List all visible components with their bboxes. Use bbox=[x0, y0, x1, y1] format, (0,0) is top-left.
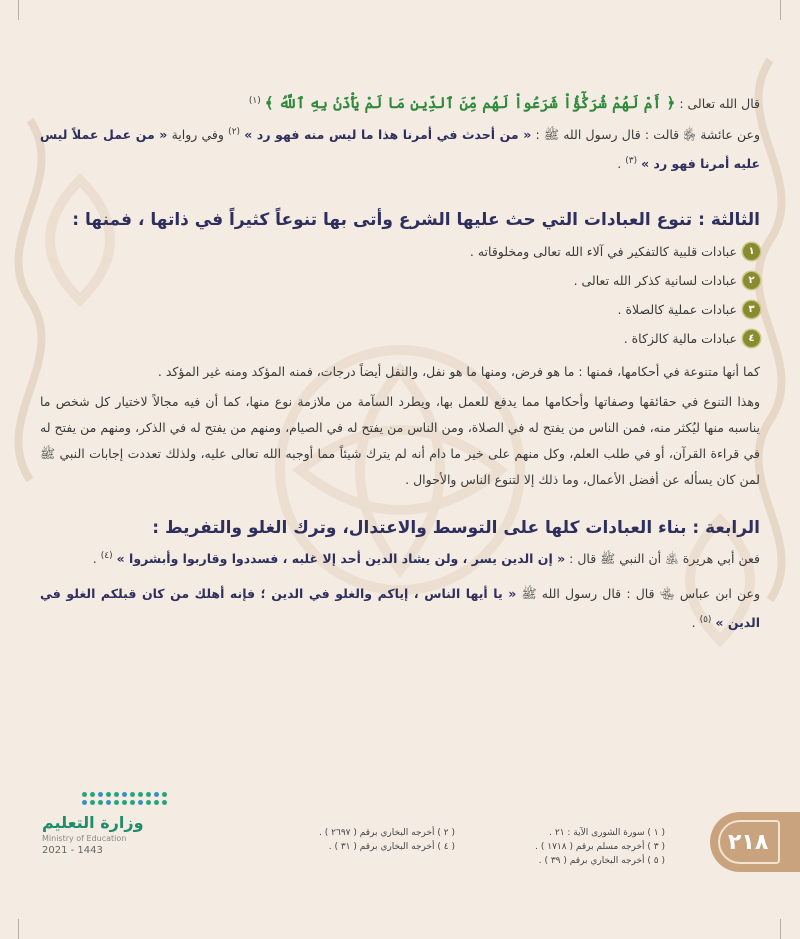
heading-third: الثالثة : تنوع العبادات التي حث عليها الشرع وأتى بها تنوعاً كثيراً في ذاتها ، فمنها : bbox=[72, 210, 760, 231]
page-number-tab bbox=[710, 812, 800, 872]
crop-mark-top-left bbox=[18, 0, 19, 20]
footnote-ref-3: (٣) bbox=[625, 156, 638, 167]
hadith-5: « يا أيها الناس ، إياكم والغلو في الدين ؛ فإنه أهلك من كان قبلكم الغلو في الدين » bbox=[40, 585, 760, 630]
footnote-ref-1: (١) bbox=[248, 96, 261, 106]
list-item-text: عبادات عملية كالصلاة . bbox=[617, 302, 737, 318]
quran-intro: قال الله تعالى : bbox=[675, 96, 760, 112]
abu-hurairah-intro: فعن أبي هريرة ﵁ أن النبي ﷺ قال : bbox=[565, 551, 760, 567]
number-badge: ٣ bbox=[743, 301, 760, 318]
ministry-logo bbox=[42, 792, 192, 856]
number-badge: ٢ bbox=[743, 272, 760, 289]
hadith-4: « إن الدين يسر ، ولن يشاد الدين أحد إلا غلبه ، فسددوا وقاربوا وأبشروا » bbox=[116, 551, 566, 567]
crop-mark-top-right bbox=[780, 0, 781, 20]
footnote-5: ( ٥ ) أخرجه البخاري برقم ( ٣٩ ) . bbox=[538, 856, 665, 866]
period: . bbox=[617, 156, 622, 172]
hadith-2: « من عمل عملاً ليس عليه أمرنا فهو رد » bbox=[40, 127, 760, 172]
period: . bbox=[691, 614, 696, 630]
logo-dots-icon bbox=[82, 792, 172, 805]
ibn-abbas-paragraph bbox=[40, 581, 760, 636]
list-item bbox=[40, 237, 760, 266]
ministry-year: 2021 - 1443 bbox=[42, 845, 103, 856]
footnote-4: ( ٤ ) أخرجه البخاري برقم ( ٣١ ) . bbox=[328, 842, 455, 852]
list-item bbox=[40, 295, 760, 324]
ministry-arabic: وزارة التعليم bbox=[42, 813, 144, 832]
aisha-intro: وعن عائشة ﵂ قالت : قال رسول الله ﷺ : bbox=[531, 127, 761, 143]
footnotes-right bbox=[475, 826, 665, 868]
quran-verse: ﴿ أَمْ لَهُمْ شُرَكَٰٓؤُاْ شَرَعُواْ لَهُم مِّنَ ٱلدِّينِ مَا لَمْ يَأْذَنۢ بِهِ ٱللَّهُ ﴾ bbox=[264, 94, 676, 113]
footnote-1: ( ١ ) سورة الشورى الآية : ٢١ . bbox=[549, 828, 665, 838]
list-item-text: عبادات مالية كالزكاة . bbox=[623, 331, 737, 347]
page-number: ٢١٨ bbox=[728, 829, 769, 855]
footnotes-left bbox=[275, 826, 455, 854]
list-item bbox=[40, 266, 760, 295]
ministry-english: Ministry of Education bbox=[42, 834, 127, 843]
heading-fourth: الرابعة : بناء العبادات كلها على التوسط والاعتدال، وترك الغلو والتفريط : bbox=[152, 518, 760, 539]
crop-mark-bottom-left bbox=[18, 919, 19, 939]
number-badge: ١ bbox=[743, 243, 760, 260]
tab-border bbox=[718, 820, 780, 864]
period: . bbox=[92, 551, 97, 567]
crop-mark-bottom-right bbox=[780, 919, 781, 939]
number-badge: ٤ bbox=[743, 330, 760, 347]
list-item-text: عبادات قلبية كالتفكير في آلاء الله تعالى ومخلوقاته . bbox=[469, 244, 737, 260]
page-content bbox=[40, 88, 760, 636]
footnote-3: ( ٣ ) أخرجه مسلم برقم ( ١٧١٨ ) . bbox=[535, 842, 665, 852]
abu-hurairah-paragraph bbox=[40, 543, 760, 572]
footnote-2: ( ٢ ) أخرجه البخاري برقم ( ٢٦٩٧ ) . bbox=[319, 828, 455, 838]
diversity-paragraph: وهذا التنوع في حقائقها وصفاتها وأحكامها مما يدفع للعمل بها، ويطرد السآمة من ملازمة نوع منها، كما أن فيه مجالاً لاختيار كل شخص ما يناسبه منها ليُكثر منه، فمن الناس من يفتح له في الصلاة، ومن الناس من يفتح له في الصيام، ومنهم من يفتح له في الذكر، ومنهم من يفتح له في قراءة القرآن، أو في طلب العلم، وكل منهم على خير ما دام أنه لم يترك شيئاً مما أوجبه الله تعالى عليه، ولذلك تعددت إجابات النبي ﷺ لمن كان يسأله عن أفضل الأعمال، وما ذلك إلا لتنوع الناس والأحوال . bbox=[40, 394, 760, 488]
rulings-paragraph: كما أنها متنوعة في أحكامها، فمنها : ما هو فرض، ومنها ما هو نفل، والنفل أيضاً درجات، فمنه المؤكد ومنه غير المؤكد . bbox=[157, 364, 760, 380]
narration-text: وفي رواية bbox=[171, 127, 224, 143]
footnote-ref-5: (٥) bbox=[699, 614, 712, 625]
footnote-ref-2: (٢) bbox=[228, 127, 241, 138]
list-item bbox=[40, 324, 760, 353]
ibn-abbas-intro: وعن ابن عباس ﵄ قال : قال رسول الله ﷺ bbox=[516, 585, 760, 601]
quran-paragraph bbox=[40, 88, 760, 117]
footnote-ref-4: (٤) bbox=[100, 551, 113, 562]
aisha-hadith-paragraph bbox=[40, 119, 760, 177]
list-item-text: عبادات لسانية كذكر الله تعالى . bbox=[573, 273, 737, 289]
hadith-1: « من أحدث في أمرنا هذا ما ليس منه فهو رد » bbox=[244, 127, 532, 143]
worship-types-list bbox=[40, 237, 760, 353]
